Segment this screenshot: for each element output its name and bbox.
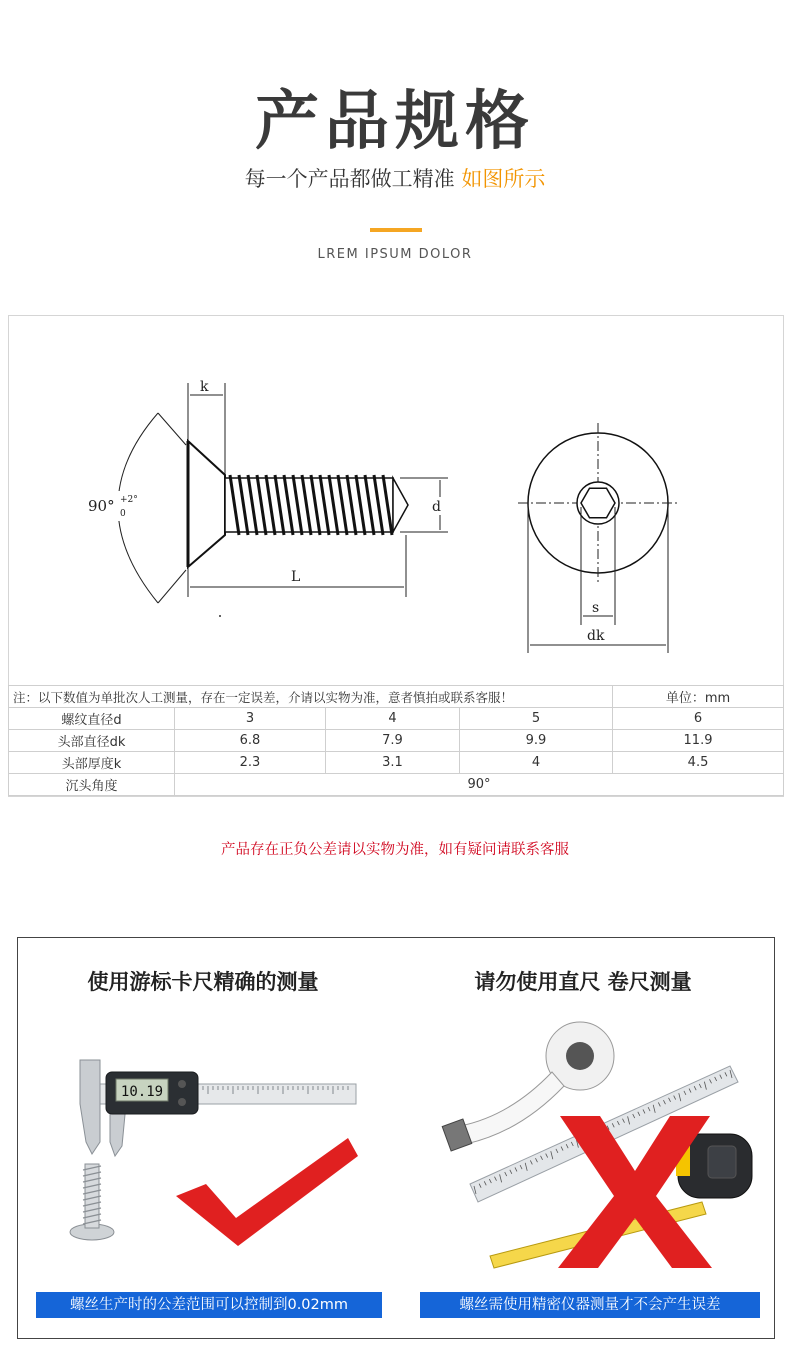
table-row-angle: [9, 774, 784, 796]
tape-measure-clip: [708, 1146, 736, 1178]
cell: 3.1: [326, 752, 460, 774]
cell: 6.8: [175, 730, 326, 752]
table-note: 注：以下数值为单批次人工测量，存在一定误差，介请以实物为准，意者慎拍或联系客服！: [9, 686, 613, 708]
subtitle-main: 每一个产品都做工精准: [244, 167, 455, 191]
table-unit: 单位：mm: [613, 686, 784, 708]
table-row-note: [9, 686, 784, 708]
left-title: 使用游标卡尺精确的测量: [87, 970, 319, 994]
cloth-tape-core: [566, 1042, 594, 1070]
label-d: d: [432, 499, 441, 515]
accent-divider: [370, 228, 422, 232]
measurement-comparison: [17, 937, 775, 1339]
cloth-tape-end: [442, 1119, 472, 1151]
row-label: 螺纹直径d: [9, 708, 175, 730]
tagline: LREM IPSUM DOLOR: [317, 247, 473, 262]
spec-table: [8, 685, 784, 796]
cell: 6: [613, 708, 784, 730]
table-row: [9, 708, 784, 730]
angle-leader-top: [158, 413, 186, 445]
subtitle-highlight: 如图所示: [461, 167, 546, 191]
page-title: 产品规格: [255, 85, 535, 159]
label-L: L: [291, 569, 301, 585]
row-label: 沉头角度: [9, 774, 175, 796]
right-caption: 螺丝需使用精密仪器测量才不会产生误差: [420, 1292, 760, 1318]
caliper-button: [178, 1080, 186, 1088]
check-mark-icon: [176, 1138, 358, 1246]
caliper-button: [178, 1098, 186, 1106]
label-angle: 90°: [88, 497, 115, 515]
screw-tip: [393, 478, 408, 532]
left-caption: 螺丝生产时的公差范围可以控制到0.02mm: [36, 1292, 382, 1318]
caliper-illustration: [58, 1046, 378, 1256]
cell: 9.9: [460, 730, 613, 752]
right-title: 请勿使用直尺 卷尺测量: [474, 970, 692, 994]
cell: 7.9: [326, 730, 460, 752]
tolerance-note: 产品存在正负公差请以实物为准，如有疑问请联系客服: [221, 842, 569, 858]
hex-socket: [581, 488, 615, 517]
screw-head: [188, 441, 225, 567]
cell: 4.5: [613, 752, 784, 774]
cell: 4: [326, 708, 460, 730]
caliper-reading: 10.19: [120, 1084, 164, 1100]
cell-angle: 90°: [175, 774, 784, 796]
label-k: k: [200, 379, 209, 395]
table-row: [9, 752, 784, 774]
label-s: s: [592, 600, 600, 616]
row-label: 头部直径dk: [9, 730, 175, 752]
stray-dot: [219, 615, 221, 617]
cell: 2.3: [175, 752, 326, 774]
cell: 3: [175, 708, 326, 730]
cell: 4: [460, 752, 613, 774]
label-dk: dk: [587, 628, 605, 644]
label-angle-tol-upper: +2°: [120, 495, 138, 505]
caliper-fixed-jaw: [80, 1060, 100, 1154]
row-label: 头部厚度k: [9, 752, 175, 774]
label-angle-tol-lower: 0: [120, 509, 126, 519]
cell: 5: [460, 708, 613, 730]
cell: 11.9: [613, 730, 784, 752]
screw-technical-drawing: [8, 315, 782, 685]
angle-leader-bottom: [158, 570, 186, 603]
subtitle: [0, 163, 790, 193]
cloth-tape-strip: [460, 1072, 564, 1144]
ruler-tape-illustration: [430, 1006, 770, 1276]
table-row: [9, 730, 784, 752]
